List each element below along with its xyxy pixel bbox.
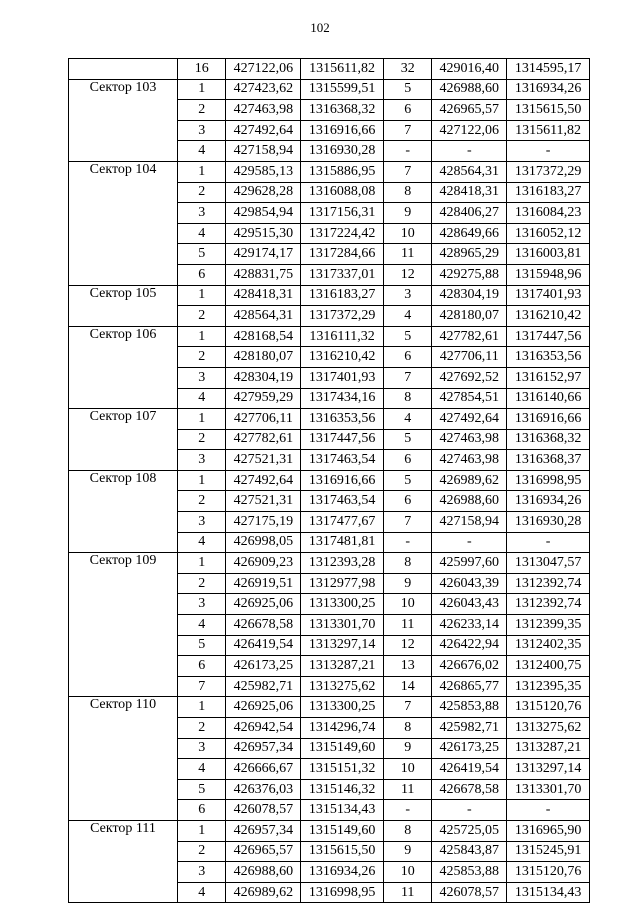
x-coordinate: 428965,29: [432, 244, 507, 265]
y-coordinate: 1317447,56: [301, 429, 384, 450]
y-coordinate: 1316003,81: [507, 244, 590, 265]
y-coordinate: 1313275,62: [301, 676, 384, 697]
y-coordinate: 1313300,25: [301, 594, 384, 615]
x-coordinate: 427463,98: [226, 100, 301, 121]
y-coordinate: 1313287,21: [301, 656, 384, 677]
table-row: [69, 79, 590, 100]
point-number: 11: [383, 615, 431, 636]
x-coordinate: 425997,60: [432, 553, 507, 574]
x-coordinate: 426988,60: [226, 862, 301, 883]
x-coordinate: 426666,67: [226, 759, 301, 780]
x-coordinate: 427706,11: [226, 409, 301, 430]
point-number: 4: [178, 615, 226, 636]
y-coordinate: 1313301,70: [507, 779, 590, 800]
y-coordinate: 1313300,25: [301, 697, 384, 718]
y-coordinate: 1316368,37: [507, 450, 590, 471]
point-number: 5: [178, 635, 226, 656]
point-number: 3: [178, 594, 226, 615]
point-number: 8: [383, 553, 431, 574]
point-number: 3: [178, 738, 226, 759]
x-coordinate: 425853,88: [432, 697, 507, 718]
y-coordinate: 1316353,56: [301, 409, 384, 430]
x-coordinate: 427854,51: [432, 388, 507, 409]
y-coordinate: 1316930,28: [507, 512, 590, 533]
x-coordinate: 427492,64: [432, 409, 507, 430]
x-coordinate: 426376,03: [226, 779, 301, 800]
y-coordinate: 1317463,54: [301, 491, 384, 512]
y-coordinate: 1316210,42: [507, 306, 590, 327]
point-number: 6: [383, 100, 431, 121]
point-number: 7: [383, 367, 431, 388]
point-number: 6: [383, 491, 431, 512]
x-coordinate: 426942,54: [226, 718, 301, 739]
sector-name: Сектор 107: [69, 409, 178, 471]
x-coordinate: 426989,62: [432, 470, 507, 491]
x-coordinate: 425982,71: [432, 718, 507, 739]
point-number: 16: [178, 59, 226, 80]
point-number: 2: [178, 718, 226, 739]
y-coordinate: 1313275,62: [507, 718, 590, 739]
y-coordinate: 1317481,81: [301, 532, 384, 553]
y-coordinate: 1315599,51: [301, 79, 384, 100]
point-number: 3: [383, 285, 431, 306]
x-coordinate: 426419,54: [432, 759, 507, 780]
x-coordinate: 429854,94: [226, 203, 301, 224]
table-row: [69, 326, 590, 347]
y-coordinate: 1316916,66: [301, 470, 384, 491]
table-row: [69, 470, 590, 491]
point-number: 10: [383, 759, 431, 780]
point-number: 1: [178, 409, 226, 430]
x-coordinate: -: [432, 532, 507, 553]
point-number: 32: [383, 59, 431, 80]
point-number: 4: [178, 759, 226, 780]
x-coordinate: 426678,58: [432, 779, 507, 800]
point-number: 4: [178, 141, 226, 162]
y-coordinate: 1312400,75: [507, 656, 590, 677]
point-number: 9: [383, 573, 431, 594]
sector-name: Сектор 108: [69, 470, 178, 552]
x-coordinate: 429628,28: [226, 182, 301, 203]
x-coordinate: -: [432, 800, 507, 821]
y-coordinate: 1315886,95: [301, 161, 384, 182]
point-number: 2: [178, 100, 226, 121]
table-row: [69, 285, 590, 306]
point-number: 4: [383, 409, 431, 430]
x-coordinate: 426422,94: [432, 635, 507, 656]
y-coordinate: 1316353,56: [507, 347, 590, 368]
x-coordinate: 425853,88: [432, 862, 507, 883]
point-number: 3: [178, 512, 226, 533]
y-coordinate: -: [507, 532, 590, 553]
table-row: [69, 59, 590, 80]
sector-name: Сектор 111: [69, 820, 178, 902]
x-coordinate: 427122,06: [432, 120, 507, 141]
x-coordinate: 427463,98: [432, 450, 507, 471]
x-coordinate: 426919,51: [226, 573, 301, 594]
point-number: 8: [383, 820, 431, 841]
point-number: 7: [383, 697, 431, 718]
x-coordinate: 426078,57: [432, 882, 507, 903]
point-number: 6: [383, 347, 431, 368]
point-number: 14: [383, 676, 431, 697]
x-coordinate: 427692,52: [432, 367, 507, 388]
y-coordinate: 1316368,32: [301, 100, 384, 121]
y-coordinate: 1315146,32: [301, 779, 384, 800]
y-coordinate: 1315134,43: [301, 800, 384, 821]
y-coordinate: 1317156,31: [301, 203, 384, 224]
point-number: 10: [383, 223, 431, 244]
x-coordinate: 429515,30: [226, 223, 301, 244]
x-coordinate: 428564,31: [432, 161, 507, 182]
sector-name: Сектор 109: [69, 553, 178, 697]
x-coordinate: 426965,57: [432, 100, 507, 121]
page-number: 102: [310, 20, 330, 35]
point-number: 2: [178, 841, 226, 862]
point-number: -: [383, 141, 431, 162]
x-coordinate: 427175,19: [226, 512, 301, 533]
point-number: 12: [383, 635, 431, 656]
x-coordinate: 427463,98: [432, 429, 507, 450]
y-coordinate: 1315134,43: [507, 882, 590, 903]
x-coordinate: 426925,06: [226, 594, 301, 615]
y-coordinate: 1316930,28: [301, 141, 384, 162]
point-number: 5: [178, 244, 226, 265]
y-coordinate: 1315120,76: [507, 697, 590, 718]
y-coordinate: 1315151,32: [301, 759, 384, 780]
x-coordinate: 425843,87: [432, 841, 507, 862]
y-coordinate: 1316084,23: [507, 203, 590, 224]
y-coordinate: 1315120,76: [507, 862, 590, 883]
x-coordinate: 427521,31: [226, 450, 301, 471]
x-coordinate: 427521,31: [226, 491, 301, 512]
point-number: 11: [383, 779, 431, 800]
x-coordinate: -: [432, 141, 507, 162]
y-coordinate: 1317434,16: [301, 388, 384, 409]
point-number: 8: [383, 718, 431, 739]
y-coordinate: 1316111,32: [301, 326, 384, 347]
point-number: 4: [383, 306, 431, 327]
sector-name: Сектор 106: [69, 326, 178, 408]
x-coordinate: 427492,64: [226, 470, 301, 491]
point-number: 5: [178, 779, 226, 800]
point-number: 10: [383, 862, 431, 883]
x-coordinate: 426988,60: [432, 79, 507, 100]
y-coordinate: 1312393,28: [301, 553, 384, 574]
point-number: -: [383, 532, 431, 553]
point-number: 2: [178, 429, 226, 450]
x-coordinate: 426957,34: [226, 738, 301, 759]
coordinates-table-body: [69, 59, 590, 903]
table-row: [69, 820, 590, 841]
point-number: 6: [383, 450, 431, 471]
y-coordinate: 1314595,17: [507, 59, 590, 80]
y-coordinate: 1315245,91: [507, 841, 590, 862]
point-number: 7: [178, 676, 226, 697]
x-coordinate: 428564,31: [226, 306, 301, 327]
x-coordinate: 429275,88: [432, 264, 507, 285]
y-coordinate: 1316140,66: [507, 388, 590, 409]
x-coordinate: 427423,62: [226, 79, 301, 100]
y-coordinate: 1312399,35: [507, 615, 590, 636]
table-row: [69, 553, 590, 574]
point-number: -: [383, 800, 431, 821]
point-number: 3: [178, 203, 226, 224]
y-coordinate: 1316183,27: [301, 285, 384, 306]
y-coordinate: 1317477,67: [301, 512, 384, 533]
x-coordinate: 426925,06: [226, 697, 301, 718]
y-coordinate: 1313047,57: [507, 553, 590, 574]
sector-name: Сектор 104: [69, 161, 178, 285]
x-coordinate: 429585,13: [226, 161, 301, 182]
y-coordinate: 1313287,21: [507, 738, 590, 759]
point-number: 4: [178, 388, 226, 409]
point-number: 5: [383, 326, 431, 347]
y-coordinate: 1315615,50: [507, 100, 590, 121]
point-number: 4: [178, 223, 226, 244]
y-coordinate: 1316998,95: [301, 882, 384, 903]
x-coordinate: 427158,94: [432, 512, 507, 533]
y-coordinate: 1315611,82: [507, 120, 590, 141]
point-number: 1: [178, 326, 226, 347]
point-number: 9: [383, 203, 431, 224]
point-number: 8: [383, 182, 431, 203]
x-coordinate: 427158,94: [226, 141, 301, 162]
x-coordinate: 427782,61: [226, 429, 301, 450]
point-number: 1: [178, 470, 226, 491]
y-coordinate: 1313301,70: [301, 615, 384, 636]
y-coordinate: 1312395,35: [507, 676, 590, 697]
point-number: 12: [383, 264, 431, 285]
point-number: 5: [383, 470, 431, 491]
point-number: 7: [383, 120, 431, 141]
y-coordinate: 1315149,60: [301, 820, 384, 841]
y-coordinate: 1317463,54: [301, 450, 384, 471]
y-coordinate: 1312392,74: [507, 594, 590, 615]
point-number: 3: [178, 862, 226, 883]
y-coordinate: 1315948,96: [507, 264, 590, 285]
y-coordinate: 1317337,01: [301, 264, 384, 285]
x-coordinate: 426233,14: [432, 615, 507, 636]
coordinates-table: [68, 58, 590, 903]
y-coordinate: 1312977,98: [301, 573, 384, 594]
y-coordinate: 1313297,14: [301, 635, 384, 656]
point-number: 7: [383, 512, 431, 533]
point-number: 8: [383, 388, 431, 409]
x-coordinate: 428418,31: [226, 285, 301, 306]
x-coordinate: 428168,54: [226, 326, 301, 347]
point-number: 2: [178, 491, 226, 512]
y-coordinate: 1316934,26: [507, 491, 590, 512]
point-number: 3: [178, 367, 226, 388]
y-coordinate: 1316965,90: [507, 820, 590, 841]
point-number: 5: [383, 79, 431, 100]
sector-name: Сектор 110: [69, 697, 178, 821]
y-coordinate: 1316152,97: [507, 367, 590, 388]
x-coordinate: 426173,25: [226, 656, 301, 677]
x-coordinate: 429174,17: [226, 244, 301, 265]
y-coordinate: 1317372,29: [507, 161, 590, 182]
y-coordinate: 1312402,35: [507, 635, 590, 656]
point-number: 2: [178, 182, 226, 203]
table-row: [69, 409, 590, 430]
y-coordinate: 1317284,66: [301, 244, 384, 265]
point-number: 6: [178, 656, 226, 677]
y-coordinate: 1316916,66: [507, 409, 590, 430]
point-number: 1: [178, 285, 226, 306]
x-coordinate: 428649,66: [432, 223, 507, 244]
x-coordinate: 428180,07: [432, 306, 507, 327]
y-coordinate: 1315611,82: [301, 59, 384, 80]
x-coordinate: 427706,11: [432, 347, 507, 368]
x-coordinate: 426909,23: [226, 553, 301, 574]
point-number: 2: [178, 306, 226, 327]
y-coordinate: 1316368,32: [507, 429, 590, 450]
point-number: 1: [178, 697, 226, 718]
x-coordinate: 426043,39: [432, 573, 507, 594]
x-coordinate: 427492,64: [226, 120, 301, 141]
point-number: 7: [383, 161, 431, 182]
point-number: 1: [178, 553, 226, 574]
point-number: 9: [383, 841, 431, 862]
x-coordinate: 425725,05: [432, 820, 507, 841]
y-coordinate: 1316183,27: [507, 182, 590, 203]
y-coordinate: 1317401,93: [507, 285, 590, 306]
table-row: [69, 161, 590, 182]
point-number: 13: [383, 656, 431, 677]
x-coordinate: 426865,77: [432, 676, 507, 697]
point-number: 6: [178, 264, 226, 285]
x-coordinate: 426957,34: [226, 820, 301, 841]
y-coordinate: 1314296,74: [301, 718, 384, 739]
x-coordinate: 426173,25: [432, 738, 507, 759]
y-coordinate: 1316088,08: [301, 182, 384, 203]
x-coordinate: 428406,27: [432, 203, 507, 224]
y-coordinate: 1315615,50: [301, 841, 384, 862]
x-coordinate: 428831,75: [226, 264, 301, 285]
point-number: 6: [178, 800, 226, 821]
x-coordinate: 426678,58: [226, 615, 301, 636]
y-coordinate: 1317447,56: [507, 326, 590, 347]
y-coordinate: -: [507, 800, 590, 821]
x-coordinate: 428180,07: [226, 347, 301, 368]
sector-name: Сектор 105: [69, 285, 178, 326]
y-coordinate: 1316210,42: [301, 347, 384, 368]
point-number: 10: [383, 594, 431, 615]
point-number: 1: [178, 79, 226, 100]
point-number: 11: [383, 882, 431, 903]
x-coordinate: 426988,60: [432, 491, 507, 512]
point-number: 11: [383, 244, 431, 265]
y-coordinate: 1316998,95: [507, 470, 590, 491]
y-coordinate: 1317372,29: [301, 306, 384, 327]
x-coordinate: 426078,57: [226, 800, 301, 821]
x-coordinate: 426965,57: [226, 841, 301, 862]
x-coordinate: 428418,31: [432, 182, 507, 203]
x-coordinate: 429016,40: [432, 59, 507, 80]
point-number: 3: [178, 450, 226, 471]
x-coordinate: 426676,02: [432, 656, 507, 677]
sector-name: Сектор 103: [69, 79, 178, 161]
x-coordinate: 426419,54: [226, 635, 301, 656]
point-number: 4: [178, 532, 226, 553]
x-coordinate: 425982,71: [226, 676, 301, 697]
point-number: 4: [178, 882, 226, 903]
y-coordinate: 1316916,66: [301, 120, 384, 141]
x-coordinate: 427959,29: [226, 388, 301, 409]
point-number: 2: [178, 573, 226, 594]
point-number: 1: [178, 161, 226, 182]
x-coordinate: 426998,05: [226, 532, 301, 553]
y-coordinate: 1316934,26: [301, 862, 384, 883]
y-coordinate: 1317401,93: [301, 367, 384, 388]
sector-name: [69, 59, 178, 80]
x-coordinate: 427122,06: [226, 59, 301, 80]
y-coordinate: 1312392,74: [507, 573, 590, 594]
x-coordinate: 428304,19: [432, 285, 507, 306]
y-coordinate: 1317224,42: [301, 223, 384, 244]
y-coordinate: 1315149,60: [301, 738, 384, 759]
x-coordinate: 427782,61: [432, 326, 507, 347]
point-number: 9: [383, 738, 431, 759]
x-coordinate: 428304,19: [226, 367, 301, 388]
y-coordinate: 1316052,12: [507, 223, 590, 244]
y-coordinate: 1316934,26: [507, 79, 590, 100]
y-coordinate: 1313297,14: [507, 759, 590, 780]
x-coordinate: 426043,43: [432, 594, 507, 615]
point-number: 2: [178, 347, 226, 368]
table-row: [69, 697, 590, 718]
y-coordinate: -: [507, 141, 590, 162]
x-coordinate: 426989,62: [226, 882, 301, 903]
point-number: 1: [178, 820, 226, 841]
point-number: 5: [383, 429, 431, 450]
point-number: 3: [178, 120, 226, 141]
